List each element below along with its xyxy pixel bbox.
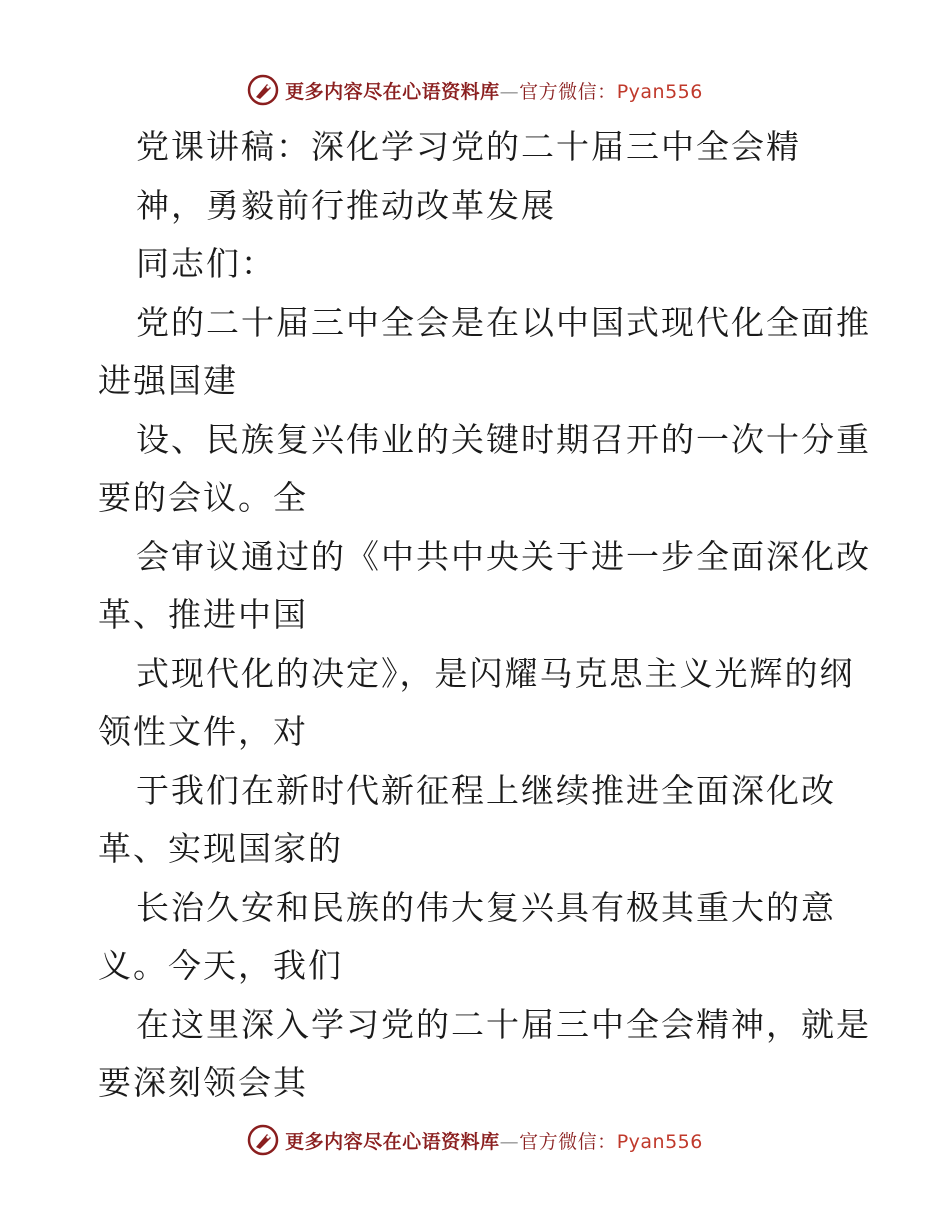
footer-wechat-id: Pyan556 bbox=[616, 1130, 703, 1153]
document-line: 进强国建 bbox=[98, 361, 238, 400]
footer-separator: — bbox=[499, 1130, 520, 1153]
header-banner bbox=[0, 70, 950, 110]
header-wechat-label: 官方微信： bbox=[519, 80, 617, 103]
document-line: 要深刻领会其 bbox=[98, 1063, 308, 1102]
document-line: 设、民族复兴伟业的关键时期召开的一次十分重 bbox=[136, 419, 871, 459]
document-line: 党的二十届三中全会是在以中国式现代化全面推 bbox=[136, 302, 871, 342]
footer-brand: 更多内容尽在心语资料库 bbox=[285, 1130, 500, 1153]
header-wechat-id: Pyan556 bbox=[616, 80, 703, 103]
document-line: 革、实现国家的 bbox=[98, 829, 343, 868]
document-line: 要的会议。全 bbox=[98, 478, 308, 517]
pen-nib-logo-icon bbox=[247, 74, 279, 106]
footer-wechat-label: 官方微信： bbox=[519, 1130, 617, 1153]
document-line: 在这里深入学习党的二十届三中全会精神，就是 bbox=[136, 1004, 871, 1044]
pen-nib-logo-icon bbox=[247, 1124, 279, 1156]
document-line: 式现代化的决定》，是闪耀马克思主义光辉的纲 bbox=[136, 653, 855, 693]
document-line: 党课讲稿：深化学习党的二十届三中全会精 bbox=[136, 127, 801, 166]
document-line: 革、推进中国 bbox=[98, 595, 308, 634]
footer-banner-text bbox=[285, 1127, 703, 1154]
header-separator: — bbox=[499, 80, 520, 103]
document-line: 义。今天，我们 bbox=[98, 946, 343, 985]
document-line: 神，勇毅前行推动改革发展 bbox=[136, 185, 556, 225]
document-line: 会审议通过的《中共中央关于进一步全面深化改 bbox=[136, 536, 871, 576]
document-line: 长治久安和民族的伟大复兴具有极其重大的意 bbox=[136, 887, 836, 927]
footer-banner bbox=[0, 1120, 950, 1160]
document-line: 同志们： bbox=[136, 244, 276, 283]
document-line: 领性文件，对 bbox=[98, 712, 308, 751]
document-body bbox=[98, 118, 871, 1113]
header-brand: 更多内容尽在心语资料库 bbox=[285, 80, 500, 103]
document-line: 于我们在新时代新征程上继续推进全面深化改 bbox=[136, 770, 836, 810]
header-banner-text bbox=[285, 77, 703, 104]
